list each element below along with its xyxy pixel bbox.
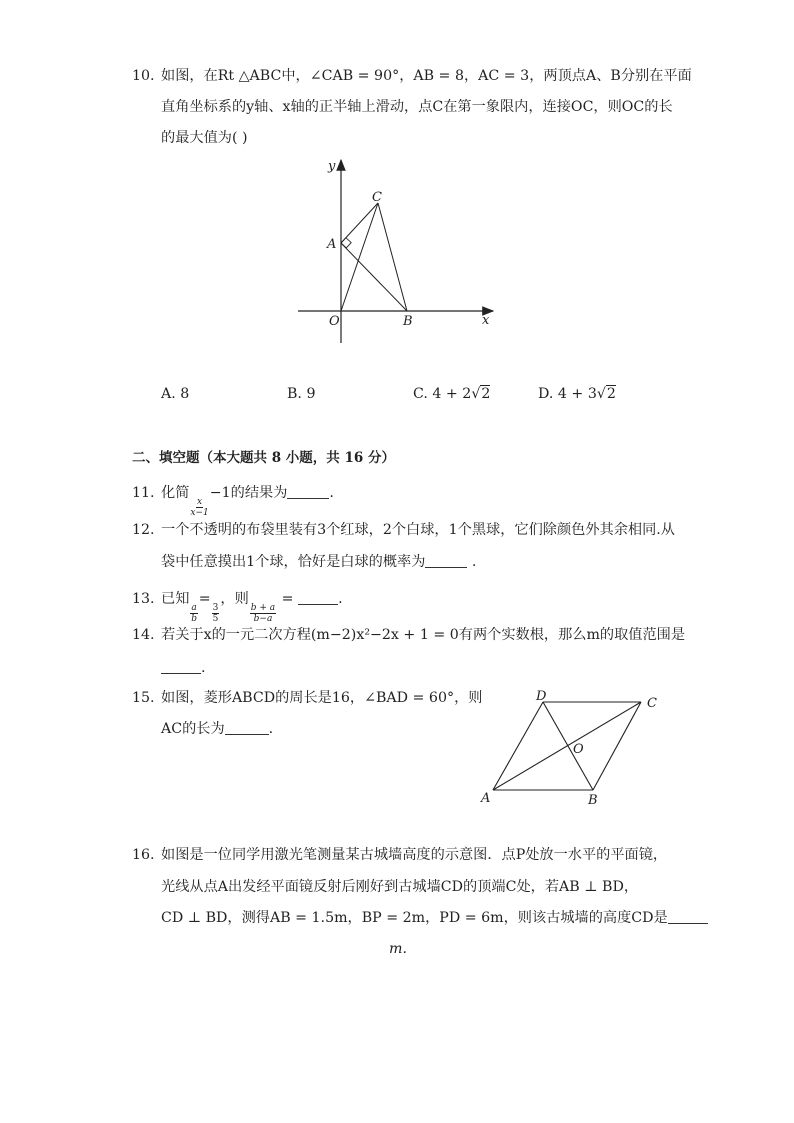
q10-label-B: B [403, 314, 413, 329]
q10-option-c [413, 384, 490, 404]
q12-line1: 一个不透明的布袋里装有3个红球，2个白球，1个黑球，它们除颜色外其余相同.从 [161, 522, 675, 538]
q13-frac1 [190, 603, 197, 624]
q13-frac3 [250, 603, 276, 624]
q13-f1-den: b [191, 614, 197, 624]
q11-pre: 化简 [161, 485, 190, 501]
q13-number: 13. [132, 591, 155, 607]
q10-option-d-text: D. 4 + 3 [538, 386, 597, 402]
q14-line2 [161, 658, 206, 678]
q10-text-line2: 直角坐标系的y轴、x轴的正半轴上滑动，点C在第一象限内，连接OC，则OC的长 [161, 99, 673, 115]
q13-pre: 已知 [161, 591, 190, 607]
q15-label-O: O [573, 742, 584, 757]
q10-label-A: A [327, 237, 337, 252]
q14-answer-blank[interactable] [161, 659, 201, 674]
q15-line2 [161, 719, 273, 739]
q10-label-x: x [482, 313, 490, 328]
q10-option-b: B. 9 [287, 386, 316, 402]
q15-diag-DB [543, 702, 593, 790]
q10-seg-CB [378, 203, 407, 311]
q15-answer-blank[interactable] [225, 720, 269, 735]
q10-option-c-radicand: 2 [481, 386, 491, 402]
q13-f3-den: b−a [253, 614, 273, 624]
sqrt-icon: √ [596, 386, 606, 402]
q13-end: . [338, 591, 343, 607]
q11-number: 11. [132, 485, 155, 501]
q11-post: −1的结果为 [209, 485, 288, 501]
q13-f2-den: 5 [212, 614, 219, 624]
q15-line2-text: AC的长为 [161, 721, 225, 737]
q15-label-D: D [536, 689, 547, 704]
sqrt-icon: √ [471, 386, 481, 402]
q10-right-angle-mark [341, 238, 351, 248]
q13-frac2 [212, 603, 220, 624]
q14-number: 14. [132, 627, 155, 643]
q13-eq2: = [277, 591, 299, 607]
q10-label-C: C [372, 190, 382, 205]
q10-option-c-text: C. 4 + 2 [413, 386, 472, 402]
q15-label-B: B [588, 793, 598, 808]
q10-option-d [538, 384, 616, 404]
q14-end: . [201, 660, 206, 676]
q15-diag-AC [493, 702, 641, 790]
q16-number: 16. [132, 847, 155, 863]
q15-end: . [268, 721, 274, 737]
q13-f2-num: 3 [212, 603, 219, 613]
q10-text-line1: 如图，在Rt △ABC中，∠CAB = 90°，AB = 8，AC = 3，两顶点A、B分别在平面 [161, 68, 692, 84]
q15-figure [478, 685, 668, 810]
q13-f3-num: b + a [250, 603, 276, 613]
q13-answer-blank[interactable] [298, 590, 338, 605]
q16-line1: 如图是一位同学用激光笔测量某古城墙高度的示意图．点P处放一水平的平面镜， [161, 847, 668, 863]
q16-line2: 光线从点A出发经平面镜反射后刚好到古城墙CD的顶端C处，若AB ⊥ BD， [161, 879, 639, 895]
section-heading: 二、填空题（本大题共 8 小题，共 16 分） [132, 450, 395, 466]
q11-end: . [329, 485, 334, 501]
q13-text [161, 589, 343, 624]
q10-seg-AC [341, 203, 378, 243]
q13-mid: ，则 [220, 591, 249, 607]
q10-seg-AB [341, 243, 407, 311]
q15-side-BC [593, 702, 641, 790]
q11-frac-den: x−1 [190, 508, 209, 518]
q15-number: 15. [132, 690, 155, 706]
q10-option-a: A. 8 [161, 386, 190, 402]
q13-eq1: = [198, 591, 211, 607]
q16-answer-blank[interactable] [668, 909, 708, 924]
q12-number: 12. [132, 522, 155, 538]
q12-answer-blank[interactable] [425, 553, 467, 568]
q10-label-y: y [328, 159, 336, 174]
q12-end: . [467, 554, 477, 570]
q10-seg-OC [341, 203, 378, 311]
q16-line3 [161, 908, 708, 928]
q15-side-DA [493, 702, 543, 790]
q11-text [161, 483, 334, 518]
q14-line1: 若关于x的一元二次方程(m−2)x²−2x + 1 = 0有两个实数根，那么m的取值范围是 [161, 627, 686, 643]
q12-line2 [161, 552, 476, 572]
q15-label-C: C [647, 696, 657, 711]
q10-text-line3: 的最大值为( ) [161, 130, 248, 146]
q11-frac-num: x [197, 497, 203, 507]
q10-number: 10. [132, 68, 155, 84]
q15-line1: 如图，菱形ABCD的周长是16，∠BAD = 60°，则 [161, 690, 483, 706]
q10-option-d-radicand: 2 [606, 386, 616, 402]
q15-label-A: A [481, 791, 491, 806]
q11-fraction [190, 497, 208, 518]
q10-figure [290, 150, 500, 350]
q10-label-O: O [329, 314, 340, 329]
q13-f1-num: a [191, 603, 197, 613]
q11-answer-blank[interactable] [287, 484, 329, 499]
q16-line3-text: CD ⊥ BD，测得AB = 1.5m，BP = 2m，PD = 6m，则该古城墙的高度CD是 [161, 910, 668, 926]
q12-line2-text: 袋中任意摸出1个球，恰好是白球的概率为 [161, 554, 426, 570]
q16-line4: m. [389, 941, 407, 957]
